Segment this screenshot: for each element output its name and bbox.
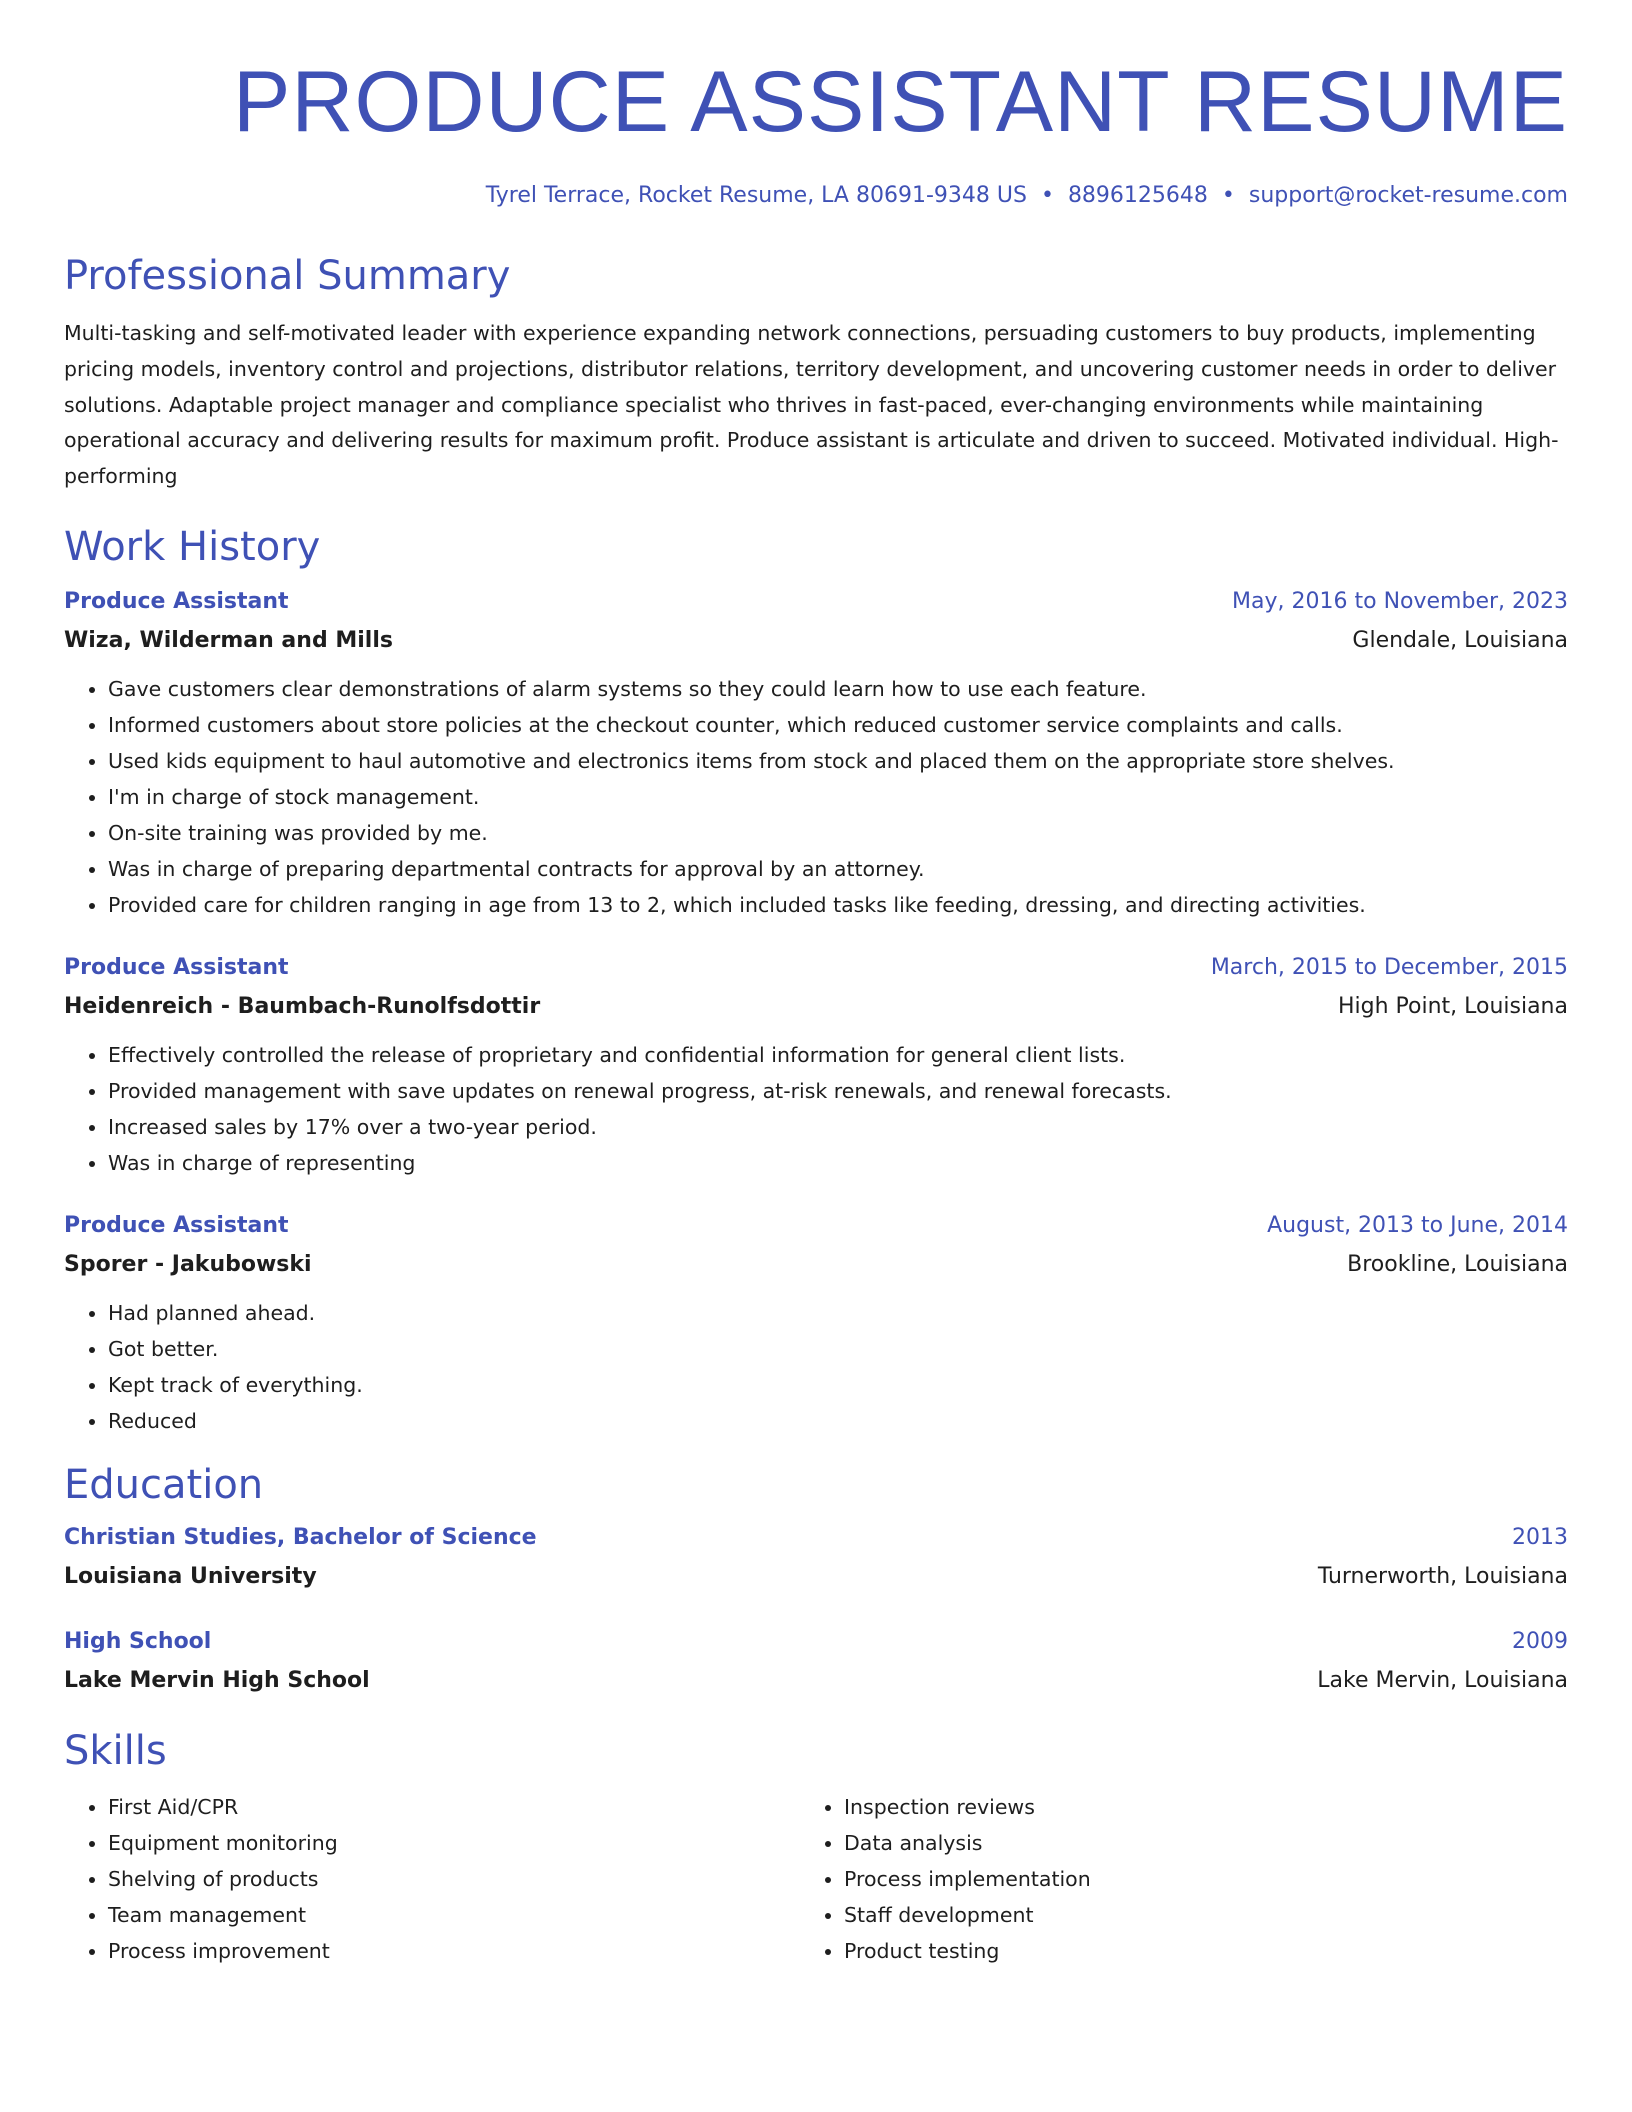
resume-header (64, 52, 1568, 212)
page-title: PRODUCE ASSISTANT RESUME (233, 54, 1568, 150)
job-location: High Point, Louisiana (1337, 993, 1568, 1019)
education-degree: High School (64, 1628, 212, 1654)
job-bullet: • Informed customers about store policies at the checkout counter, which reduced customer service complaints and calls. (108, 707, 1568, 743)
skill-item: • Equipment monitoring (108, 1825, 800, 1861)
education-year: 2009 (1512, 1628, 1568, 1654)
job-bullets (64, 671, 1568, 923)
contact-separator: • (1040, 183, 1054, 208)
education-location: Turnerworth, Louisiana (1317, 1563, 1568, 1589)
contact-separator: • (1221, 183, 1235, 208)
skill-item: • Shelving of products (108, 1861, 800, 1897)
education-location: Lake Mervin, Louisiana (1317, 1667, 1568, 1693)
summary-text: Multi-tasking and self-motivated leader with experience expanding network connections, persuading customers to buy products, implementing pricing models, inventory control and projections, distributor relations, territory development, and uncovering customer needs in order to deliver solutions. Adaptable project manager and compliance specialist who thrives in fast-paced, ever-changing environments while maintaining operational accuracy and delivering results for maximum profit. Produce assistant is articulate and driven to succeed. Motivated individual. High-performing (64, 321, 1559, 489)
skill-item: • First Aid/CPR (108, 1789, 800, 1825)
job-bullet: • Had planned ahead. (108, 1295, 1568, 1331)
job-bullets (64, 1295, 1568, 1439)
job-role: Produce Assistant (64, 1212, 289, 1238)
job-bullet: • Effectively controlled the release of proprietary and confidential information for general client lists. (108, 1037, 1568, 1073)
job-dates: May, 2016 to November, 2023 (1232, 588, 1568, 614)
education-year: 2013 (1512, 1524, 1568, 1550)
job-bullet: • Provided care for children ranging in age from 13 to 2, which included tasks like feeding, dressing, and directing activities. (108, 887, 1568, 923)
contact-phone: 8896125648 (1067, 183, 1208, 208)
skill-item: • Staff development (844, 1897, 1536, 1933)
contact-line (64, 180, 1568, 212)
job-dates: March, 2015 to December, 2015 (1210, 954, 1568, 980)
skill-item: • Data analysis (844, 1825, 1536, 1861)
job-role: Produce Assistant (64, 954, 289, 980)
job-bullet: • Reduced (108, 1403, 1568, 1439)
education-school: Lake Mervin High School (64, 1667, 370, 1693)
job-bullet: • I'm in charge of stock management. (108, 779, 1568, 815)
skill-item: • Process improvement (108, 1933, 800, 1969)
education-school: Louisiana University (64, 1563, 317, 1589)
job-bullet: • Was in charge of representing (108, 1145, 1568, 1181)
work-history-heading: Work History (64, 523, 321, 570)
summary-heading: Professional Summary (64, 253, 511, 299)
job-location: Glendale, Louisiana (1352, 627, 1568, 653)
skill-item: • Inspection reviews (844, 1789, 1536, 1825)
job-location: Brookline, Louisiana (1347, 1251, 1568, 1277)
skills-list-right (800, 1789, 1536, 1969)
job-company: Sporer - Jakubowski (64, 1251, 312, 1277)
job-bullet: • Used kids equipment to haul automotive and electronics items from stock and placed them on the appropriate store shelves. (108, 743, 1568, 779)
contact-address: Tyrel Terrace, Rocket Resume, LA 80691-9348 US (485, 183, 1027, 208)
job-bullets (64, 1037, 1568, 1181)
job-bullet: • On-site training was provided by me. (108, 815, 1568, 851)
job-bullet: • Kept track of everything. (108, 1367, 1568, 1403)
contact-email: support@rocket-resume.com (1248, 183, 1568, 208)
job-bullet: • Got better. (108, 1331, 1568, 1367)
education-entry (64, 1519, 1568, 1597)
job-entry (64, 1207, 1568, 1439)
skill-item: • Process implementation (844, 1861, 1536, 1897)
skills-columns (64, 1789, 1568, 1969)
job-company: Wiza, Wilderman and Mills (64, 627, 393, 653)
education-heading: Education (64, 1461, 264, 1508)
job-entry (64, 949, 1568, 1181)
job-bullet: • Provided management with save updates on renewal progress, at-risk renewals, and renewal forecasts. (108, 1073, 1568, 1109)
job-entry (64, 583, 1568, 923)
job-role: Produce Assistant (64, 588, 289, 614)
skills-heading: Skills (64, 1727, 167, 1774)
job-company: Heidenreich - Baumbach-Runolfsdottir (64, 993, 541, 1019)
education-entry (64, 1623, 1568, 1701)
skill-item: • Team management (108, 1897, 800, 1933)
job-bullet: • Increased sales by 17% over a two-year period. (108, 1109, 1568, 1145)
job-bullet: • Gave customers clear demonstrations of alarm systems so they could learn how to use each feature. (108, 671, 1568, 707)
skills-list-left (64, 1789, 800, 1969)
skill-item: • Product testing (844, 1933, 1536, 1969)
job-bullet: • Was in charge of preparing departmental contracts for approval by an attorney. (108, 851, 1568, 887)
job-dates: August, 2013 to June, 2014 (1267, 1212, 1568, 1238)
education-degree: Christian Studies, Bachelor of Science (64, 1524, 537, 1550)
